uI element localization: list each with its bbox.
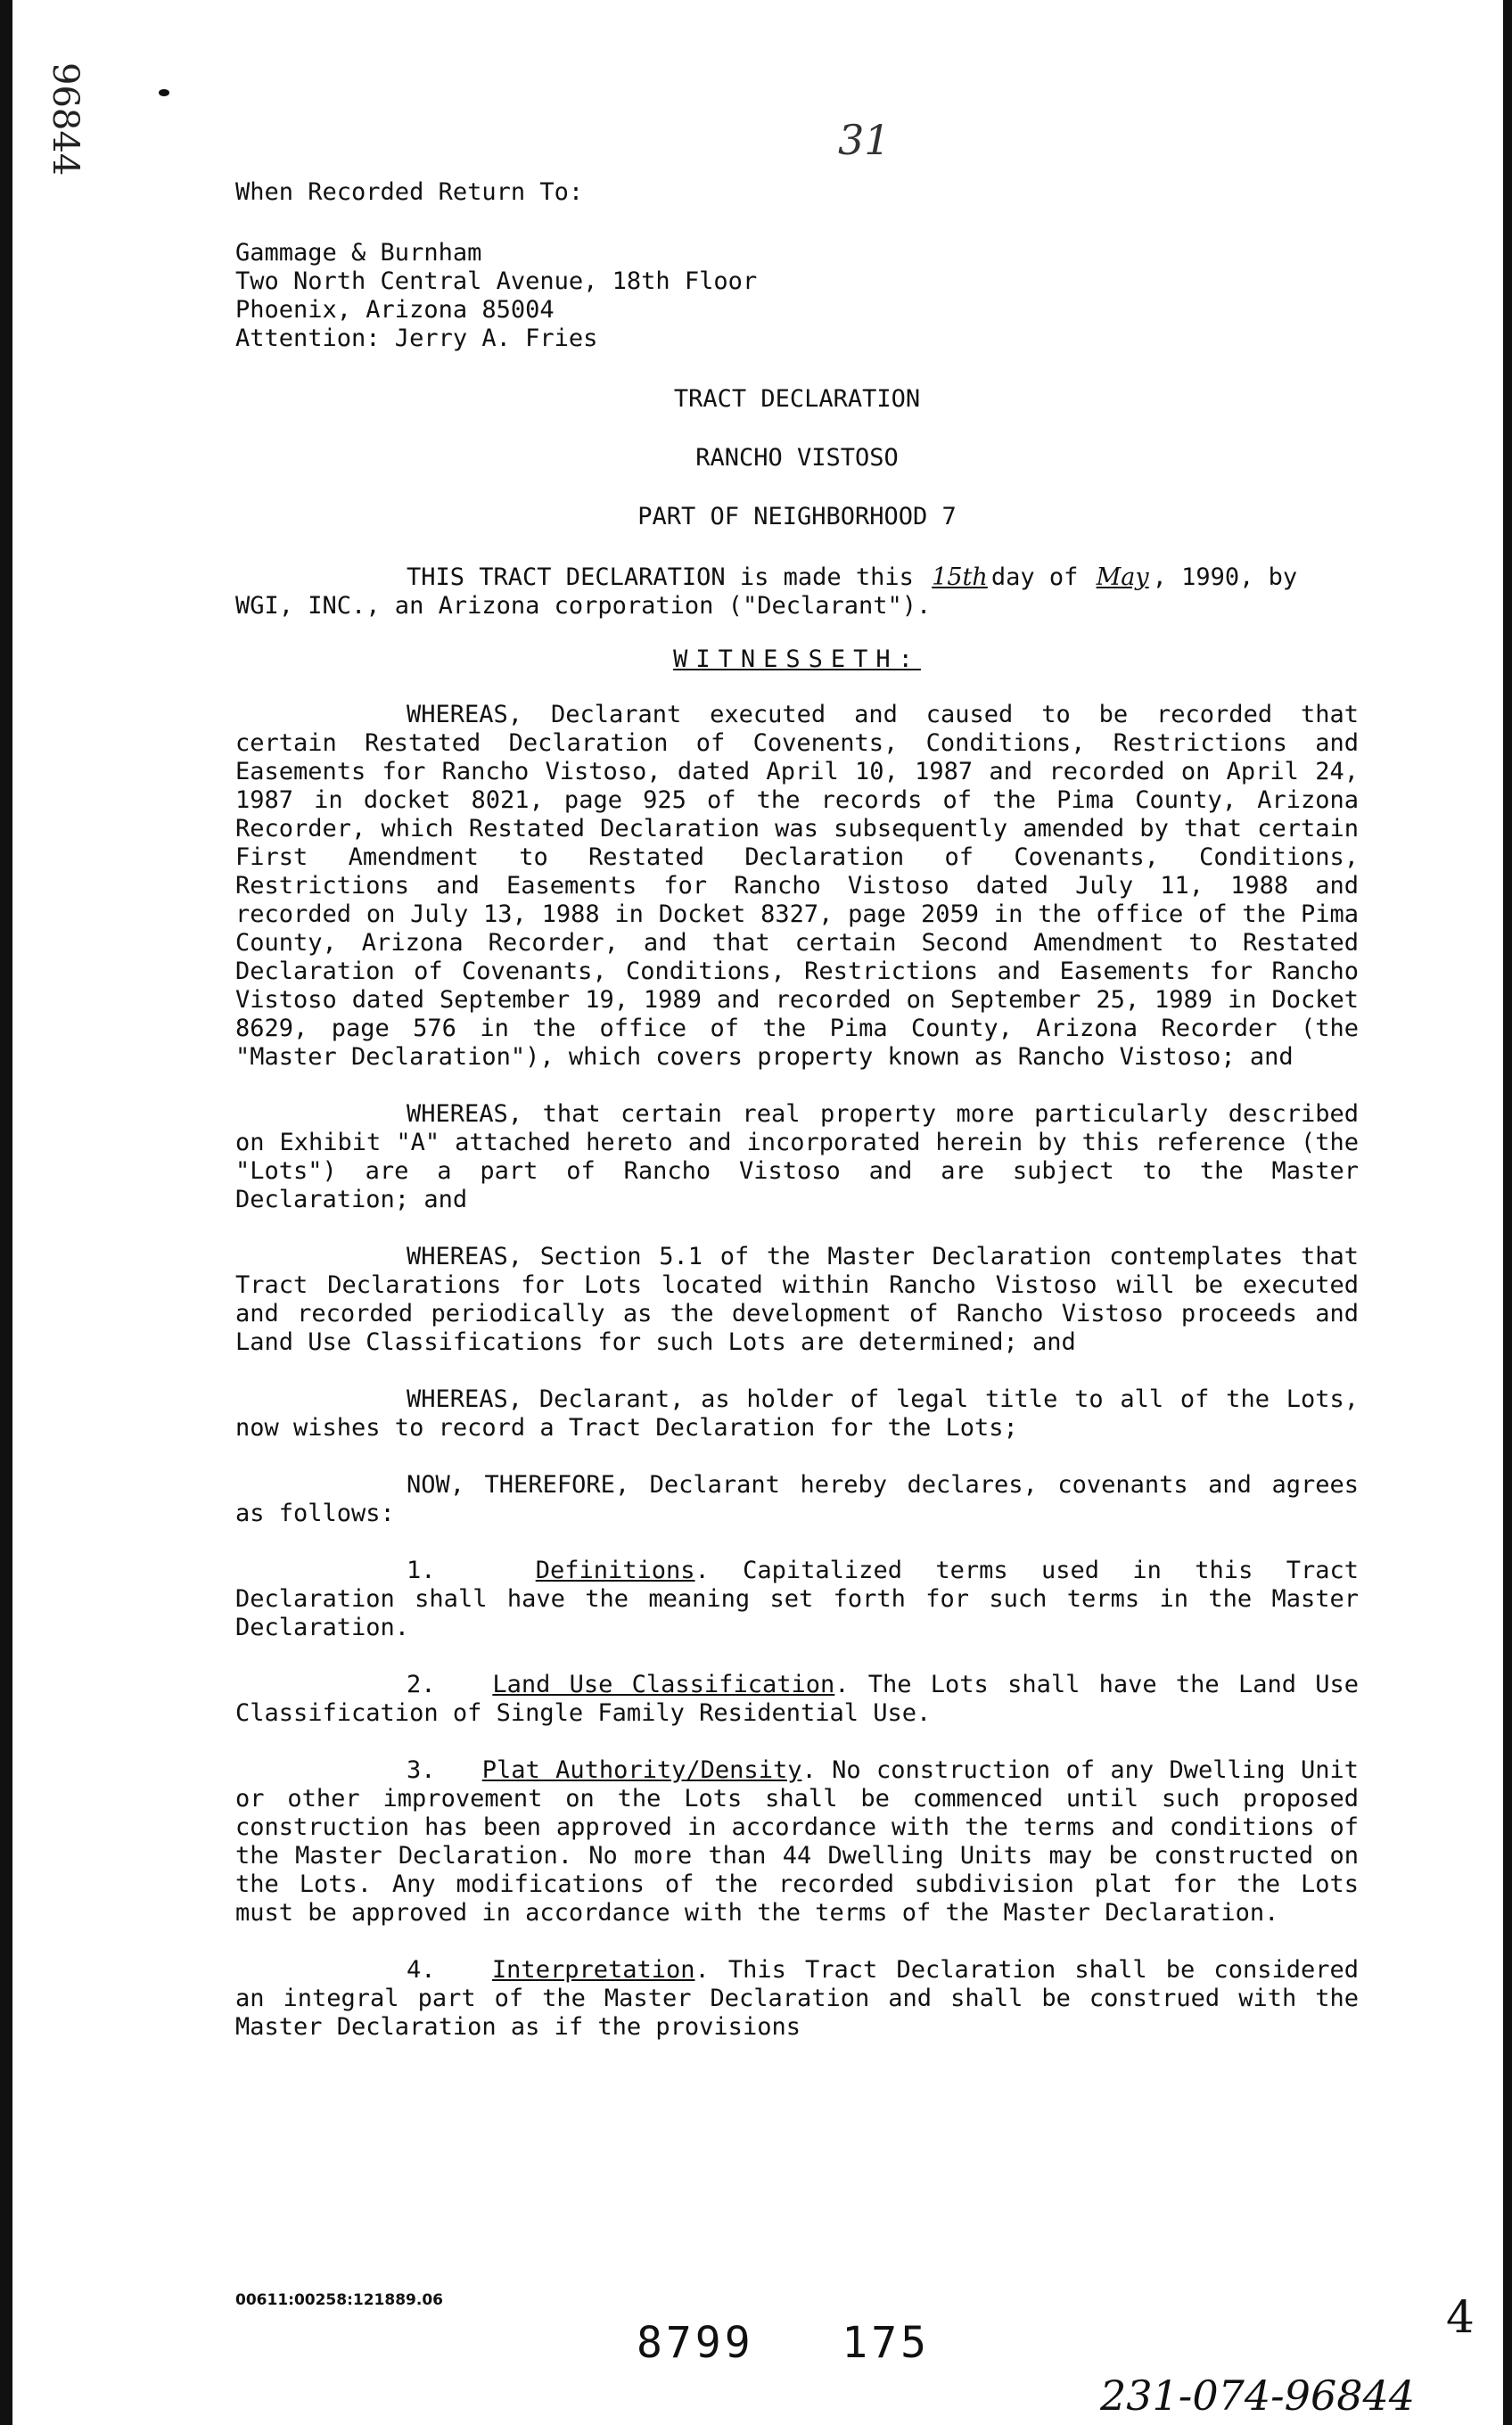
address-line: Two North Central Avenue, 18th Floor	[235, 267, 758, 295]
section-heading: Definitions	[535, 1557, 695, 1584]
section-heading: Interpretation	[491, 1956, 695, 1984]
whereas-paragraph: WHEREAS, Declarant executed and caused to be recorded that certain Restated Declaration of Covenents, Conditions, Restrictions and Easements for Rancho Vistoso, dated April 10, 1987 and recorded on April 24, 1987 in docket 8021, page 925 of the records of the Pima County, Arizona Recorder, which Restated Declaration was subsequently amended by that certain First Amendment to Restated Declaration of Covenants, Conditions, Restrictions and Easements for Rancho Vistoso dated July 11, 1988 and recorded on July 13, 1988 in Docket 8327, page 2059 in the office of the Pima County, Arizona Recorder, and that certain Second Amendment to Restated Declaration of Covenants, Conditions, Restrictions and Easements for Rancho Vistoso dated September 19, 1989 and recorded on September 25, 1989 in Docket 8629, page 576 in the office of the Pima County, Arizona Recorder (the "Master Declaration"), which covers property known as Rancho Vistoso; and	[235, 701, 1359, 1071]
address-line: Attention: Jerry A. Fries	[235, 325, 598, 352]
return-to-block	[235, 178, 1359, 353]
whereas-paragraph: WHEREAS, Section 5.1 of the Master Declaration contemplates that Tract Declarations for Lots located within Rancho Vistoso will be executed and recorded periodically as the development of Rancho Vistoso proceeds and Land Use Classifications for such Lots are determined; and	[235, 1243, 1359, 1356]
section-heading: Land Use Classification	[492, 1671, 835, 1698]
document-part: PART OF NEIGHBORHOOD 7	[637, 503, 957, 530]
section-plat-authority	[235, 1756, 1359, 1928]
handwritten-day: 15th	[932, 563, 988, 591]
docket-page-number: 8799 175	[637, 2318, 930, 2368]
title-block	[235, 385, 1359, 531]
intro-text: , 1990, by WGI, INC., an Arizona corporation ("Declarant").	[235, 563, 1298, 620]
section-number: 2.	[407, 1671, 436, 1698]
section-definitions	[235, 1557, 1359, 1642]
section-number: 1.	[407, 1557, 436, 1584]
section-number: 4.	[407, 1956, 436, 1984]
handwritten-corner-mark: 4	[1446, 2291, 1475, 2343]
now-therefore-paragraph: NOW, THEREFORE, Declarant hereby declares, covenants and agrees as follows:	[235, 1471, 1359, 1527]
handwritten-month: May	[1096, 563, 1149, 591]
intro-paragraph	[235, 563, 1359, 621]
section-land-use	[235, 1671, 1359, 1728]
handwritten-docket-number: 231-074-96844	[1100, 2372, 1416, 2420]
section-heading: Plat Authority/Density	[481, 1756, 802, 1784]
intro-text: THIS TRACT DECLARATION is made this	[407, 563, 929, 591]
whereas-paragraph: WHEREAS, that certain real property more particularly described on Exhibit "A" attached hereto and incorporated herein by this reference (the "Lots") are a part of Rancho Vistoso and are subject to the Master Declaration; and	[235, 1100, 1359, 1213]
scan-speck	[159, 89, 169, 96]
witnesseth-heading: WITNESSETH:	[673, 645, 921, 673]
footer-document-code: 00611:00258:121889.06	[235, 2291, 443, 2309]
document-title: TRACT DECLARATION	[673, 385, 921, 413]
document-body	[235, 178, 1359, 2042]
intro-text: day of	[990, 563, 1093, 591]
section-text: . Capitalized terms used in this Tract Declaration shall have the meaning set forth for such terms in the Master Declaration.	[235, 1557, 1359, 1641]
address-line: Gammage & Burnham	[235, 239, 482, 267]
section-text: . No construction of any Dwelling Unit or other improvement on the Lots shall be commenced until such proposed construction has been approved in accordance with the terms and conditions of the Master Declaration. No more than 44 Dwelling Units may be constructed on the Lots. Any modifications of the recorded subdivision plat for the Lots must be approved in accordance with the terms of the Master Declaration.	[235, 1756, 1359, 1927]
address-line: Phoenix, Arizona 85004	[235, 296, 555, 324]
margin-handwritten-note: 96844	[45, 62, 86, 177]
whereas-paragraph: WHEREAS, Declarant, as holder of legal title to all of the Lots, now wishes to record a Tract Declaration for the Lots;	[235, 1385, 1359, 1442]
section-interpretation	[235, 1956, 1359, 2042]
return-to-label: When Recorded Return To:	[235, 178, 584, 206]
section-text: . The Lots shall have the Land Use Classification of Single Family Residential Use.	[235, 1671, 1359, 1727]
document-subtitle: RANCHO VISTOSO	[695, 444, 899, 472]
section-text: . This Tract Declaration shall be considered an integral part of the Master Declaration and shall be construed with the Master Declaration as if the provisions	[235, 1956, 1359, 2041]
return-address	[235, 239, 1359, 353]
handwritten-page-mark: 31	[838, 116, 891, 164]
section-number: 3.	[407, 1756, 436, 1784]
